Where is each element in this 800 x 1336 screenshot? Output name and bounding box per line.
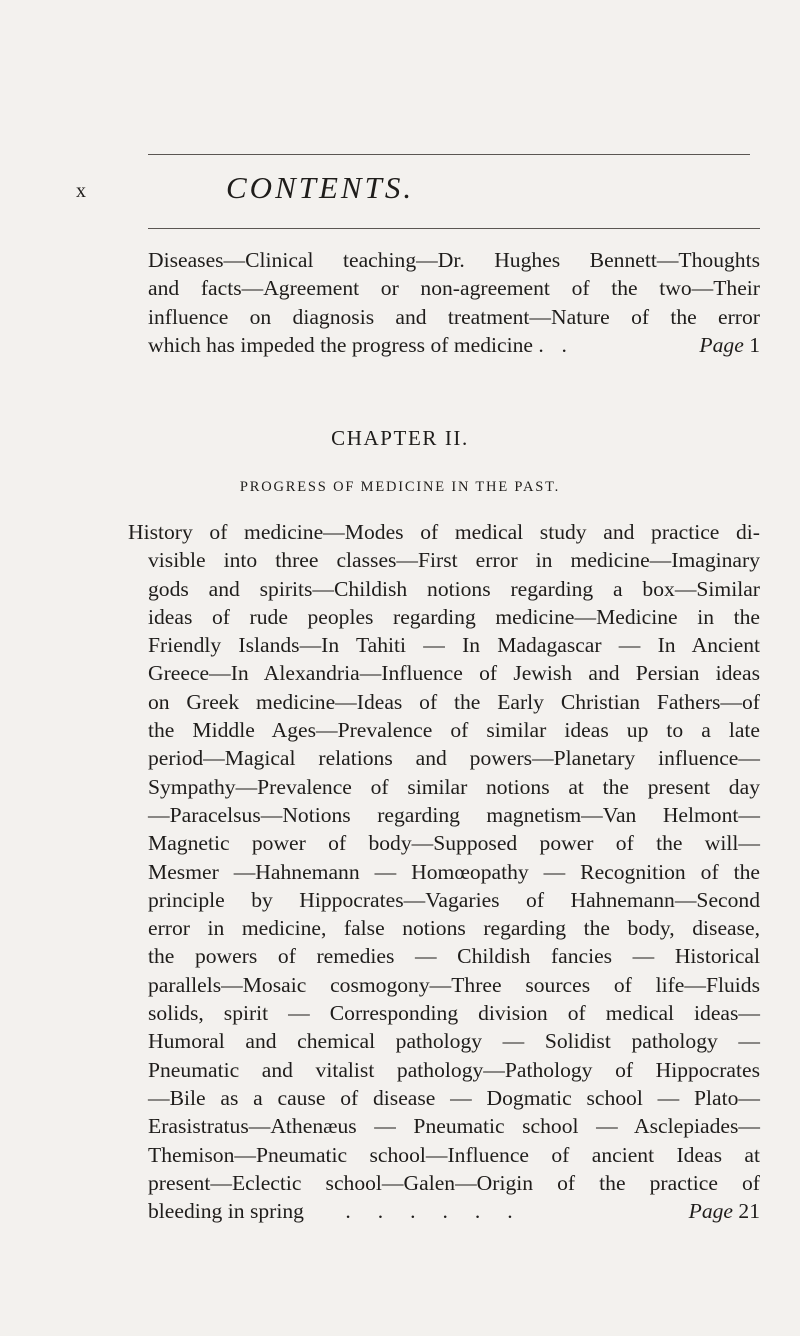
summary-last-line — [148, 331, 760, 359]
page-word: Page — [688, 1199, 733, 1224]
summary-line: the powers of remedies — Childish fancies — Historical — [148, 944, 760, 969]
summary-line: parallels—Mosaic cosmogony—Three sources of life—Fluids — [148, 972, 760, 997]
page-word: Page — [699, 332, 744, 357]
summary-line: and facts—Agreement or non-agreement of the two—Their — [148, 276, 760, 301]
summary-line: ideas of rude peoples regarding medicine—Medicine in the — [148, 604, 760, 629]
summary-line: error in medicine, false notions regarding the body, disease, — [148, 916, 760, 941]
chapter-two-summary — [128, 518, 760, 1225]
summary-line: on Greek medicine—Ideas of the Early Christian Fathers—of — [148, 689, 760, 714]
summary-line: Sympathy—Prevalence of similar notions at the present day — [148, 774, 760, 799]
summary-line: gods and spirits—Childish notions regarding a box—Similar — [148, 576, 760, 601]
page-reference — [699, 331, 760, 359]
summary-line: Pneumatic and vitalist pathology—Pathology of Hippocrates — [148, 1057, 760, 1082]
page-number: 1 — [749, 332, 760, 357]
page-reference — [689, 1197, 760, 1225]
chapter-one-summary — [148, 246, 760, 359]
running-title: CONTENTS. — [226, 170, 415, 205]
page-number: 21 — [738, 1199, 760, 1224]
summary-line: period—Magical relations and powers—Planetary influence— — [148, 746, 760, 771]
summary-line: Mesmer —Hahnemann — Homœopathy — Recognition of the — [148, 859, 760, 884]
leader-dots: . . . . . . — [345, 1199, 513, 1224]
page-numeral: x — [76, 180, 87, 202]
summary-line: —Bile as a cause of disease — Dogmatic school — Plato— — [148, 1085, 760, 1110]
summary-line-text: which has impeded the progress of medicine . — [148, 332, 544, 357]
summary-line: —Paracelsus—Notions regarding magnetism—Van Helmont— — [148, 802, 760, 827]
summary-line: History of medicine—Modes of medical study and practice di- — [128, 520, 760, 544]
summary-line: Erasistratus—Athenæus — Pneumatic school — Asclepiades— — [148, 1114, 760, 1139]
leader-dots: . — [561, 332, 567, 357]
summary-line: Friendly Islands—In Tahiti — In Madagascar — In Ancient — [148, 633, 760, 658]
top-rule — [148, 154, 750, 155]
summary-line: the Middle Ages—Prevalence of similar ideas up to a late — [148, 718, 760, 743]
summary-line: Magnetic power of body—Supposed power of the will— — [148, 831, 760, 856]
summary-line: Greece—In Alexandria—Influence of Jewish and Persian ideas — [148, 661, 760, 686]
chapter-heading: CHAPTER II. — [331, 426, 469, 450]
summary-line: Humoral and chemical pathology — Solidist pathology — — [148, 1029, 760, 1054]
summary-line: Diseases—Clinical teaching—Dr. Hughes Bennett—Thoughts — [148, 248, 760, 272]
summary-line: influence on diagnosis and treatment—Nature of the error — [148, 304, 760, 329]
summary-line: solids, spirit — Corresponding division of medical ideas— — [148, 1001, 760, 1026]
summary-line: visible into three classes—First error in medicine—Imaginary — [148, 548, 760, 573]
summary-line: principle by Hippocrates—Vagaries of Hahnemann—Second — [148, 887, 760, 912]
summary-line: Themison—Pneumatic school—Influence of ancient Ideas at — [148, 1142, 760, 1167]
header-rule — [148, 228, 760, 229]
running-header — [76, 170, 766, 210]
summary-line-text: bleeding in spring — [148, 1199, 304, 1224]
summary-last-line — [148, 1197, 760, 1225]
summary-line: present—Eclectic school—Galen—Origin of the practice of — [148, 1170, 760, 1195]
chapter-subtitle: PROGRESS OF MEDICINE IN THE PAST. — [239, 479, 561, 495]
